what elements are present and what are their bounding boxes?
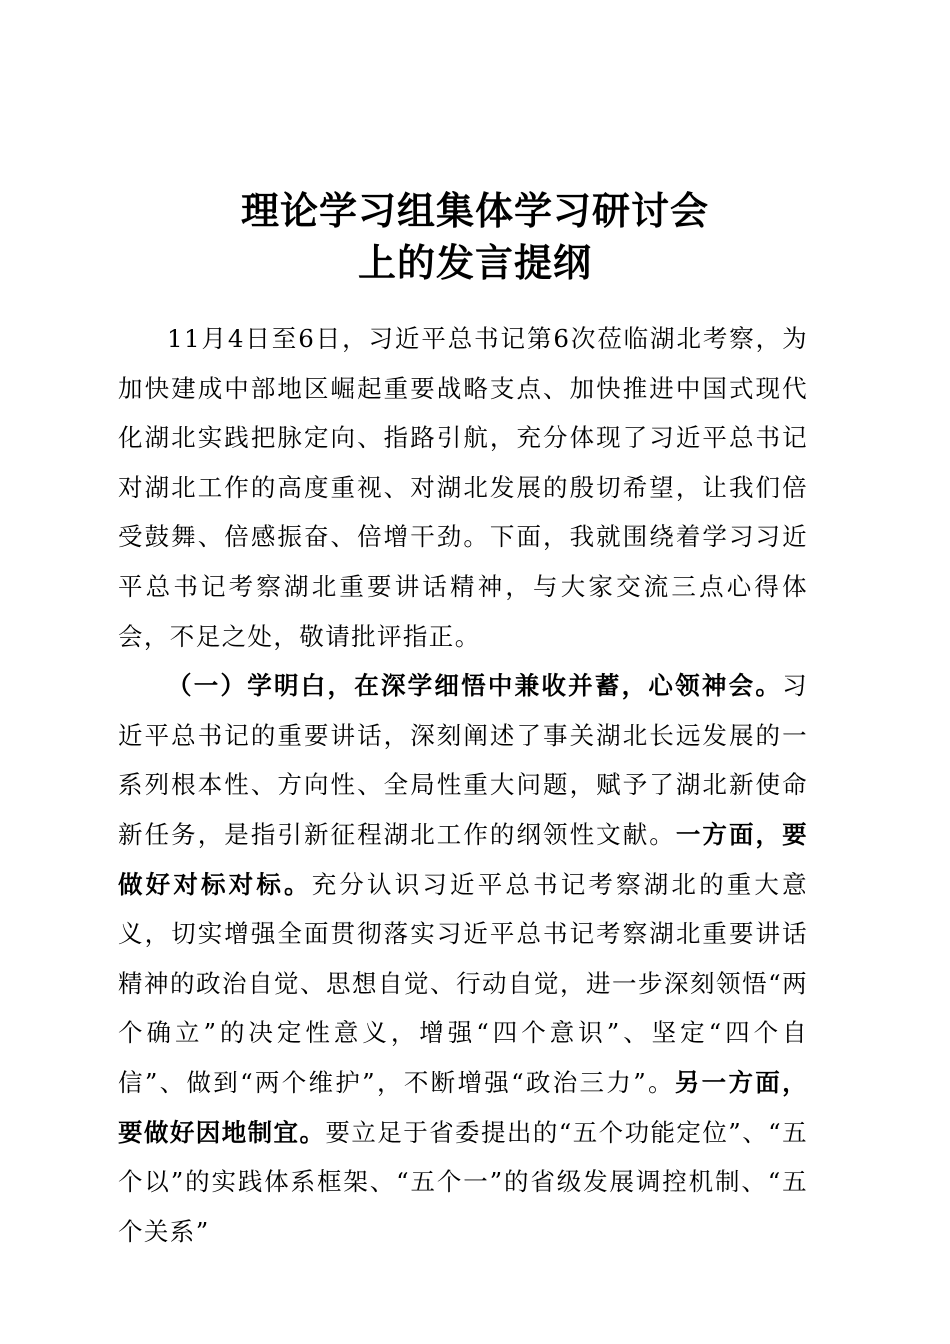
document-title-line-2: 上的发言提纲 xyxy=(357,240,592,285)
section-1-point-2-label: 另一方面，要做好因地制宜。 xyxy=(118,1067,808,1147)
section-1-paragraph xyxy=(118,661,808,1256)
section-1-text-1: 习近平总书记的重要讲话，深刻阐述了事关湖北长远发展的一系列根本性、方向性、全局性重大问题，赋予了湖北新使命新任务，是指引新征程湖北工作的纲领性文献。 xyxy=(118,671,808,849)
document-title-line-1: 理论学习组集体学习研讨会 xyxy=(240,188,709,233)
section-1-text-2: 充分认识习近平总书记考察湖北的重大意义，切实增强全面贯彻落实习近平总书记考察湖北重要讲话精神的政治自觉、思想自觉、行动自觉，进一步深刻领悟“两个确立”的决定性意义，增强“四个意识”、坚定“四个自信”、做到“两个维护”，不断增强“政治三力”。 xyxy=(118,869,808,1097)
intro-paragraph: 11月4日至6日，习近平总书记第6次莅临湖北考察，为加快建成中部地区崛起重要战略支点、加快推进中国式现代化湖北实践把脉定向、指路引航，充分体现了习近平总书记对湖北工作的高度重视、对湖北发展的殷切希望，让我们倍受鼓舞、倍感振奋、倍增干劲。下面，我就围绕着学习习近平总书记考察湖北重要讲话精神，与大家交流三点心得体会，不足之处，敬请批评指正。 xyxy=(118,324,808,651)
section-1-point-1-label: 一方面，要做好对标对标。 xyxy=(118,819,808,899)
section-1-heading: （一）学明白，在深学细悟中兼收并蓄，心领神会。 xyxy=(167,671,783,701)
section-1-text-3: 要立足于省委提出的“五个功能定位”、“五个以”的实践体系框架、“五个一”的省级发展调控机制、“五个关系” xyxy=(118,1117,809,1246)
document-body xyxy=(118,314,808,1256)
